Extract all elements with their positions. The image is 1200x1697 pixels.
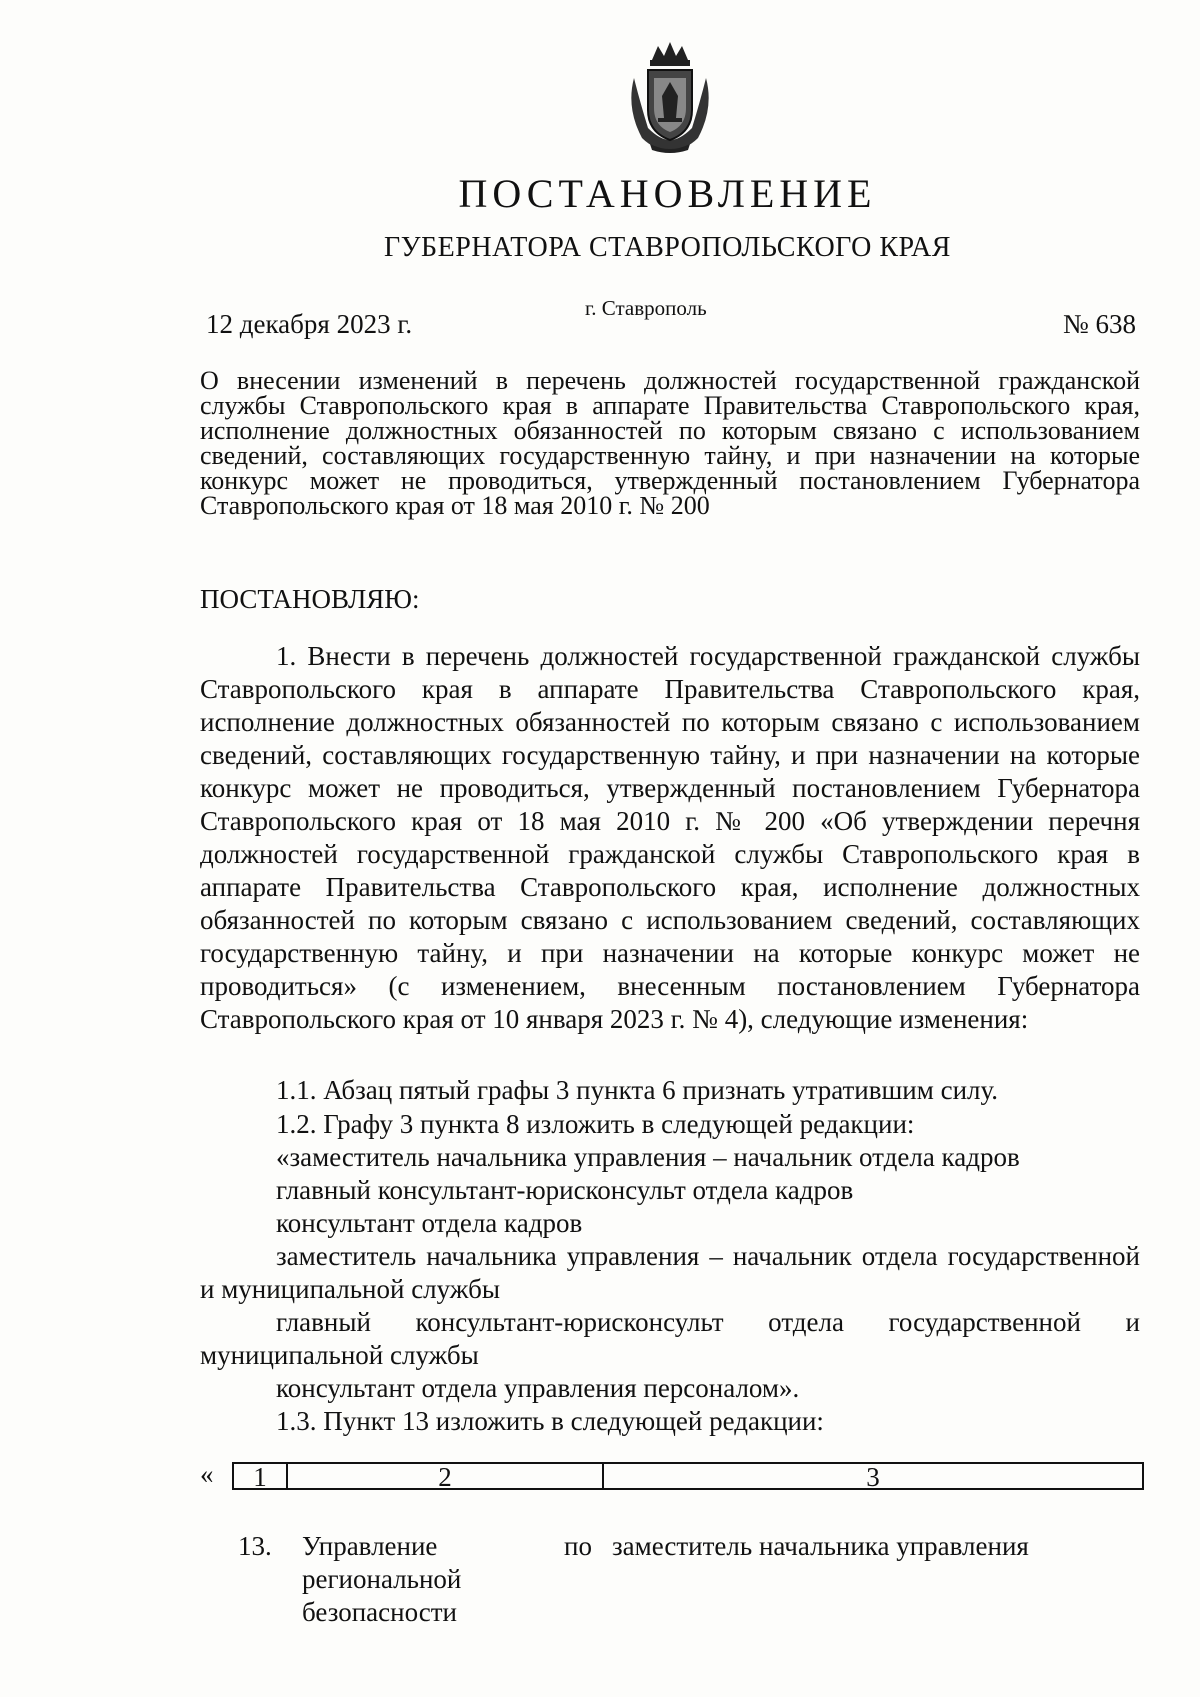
document-subject: О внесении изменений в перечень должностей государственной гражданской службы Ставропольского края в аппарате Правительства Ставропольского края, исполнение должностных обязанностей по которым связано с использованием сведений, составляющих государственную тайну, и при назначении на которые конкурс может не проводиться, утвержденный постановлением Губернатора Ставропольского края от 18 мая 2010 г. № 200 [200,366,1140,520]
document-number: № 638 [1062,309,1136,339]
document-issuer: ГУБЕРНАТОРА СТАВРОПОЛЬСКОГО КРАЯ [384,232,951,263]
coat-of-arms-icon [620,38,720,156]
item-1-3: 1.3. Пункт 13 изложить в следующей редакции: [276,1406,824,1436]
table-open-quote: « [200,1459,214,1489]
table-header-cell: 1 [234,1464,288,1488]
document-title: ПОСТАНОВЛЕНИЕ [458,171,877,216]
table-header-cell: 2 [288,1464,604,1488]
table-row-position: заместитель начальника управления [612,1531,1029,1561]
table-header-cell: 3 [866,1462,880,1492]
item-1-1: 1.1. Абзац пятый графы 3 пункта 6 признать утратившим силу. [276,1075,999,1105]
table-row-department: Управление по региональной безопасности [302,1531,592,1627]
quoted-line-6: консультант отдела управления персоналом». [276,1373,800,1403]
document-date: 12 декабря 2023 г. [206,309,413,339]
quoted-line-3: консультант отдела кадров [276,1208,583,1238]
table-header-row [232,1462,1144,1490]
item-1-2: 1.2. Графу 3 пункта 8 изложить в следующей редакции: [276,1109,915,1139]
resolve-heading: ПОСТАНОВЛЯЮ: [200,584,420,614]
quoted-line-1: «заместитель начальника управления – начальник отдела кадров [276,1142,1020,1172]
quoted-line-4: заместитель начальника управления – начальник отдела государственной и муниципальной службы [200,1241,1140,1304]
quoted-line-5: главный консультант-юрисконсульт отдела государственной и муниципальной службы [200,1307,1140,1370]
paragraph-1: 1. Внести в перечень должностей государственной гражданской службы Ставропольского края в аппарате Правительства Ставропольского края, исполнение должностных обязанностей по которым связано с использованием сведений, составляющих государственную тайну, и при назначении на которые конкурс может не проводиться, утвержденный постановлением Губернатора Ставропольского края от 18 мая 2010 г. № 200 «Об утверждении перечня должностей государственной гражданской службы Ставропольского края в аппарате Правительства Ставропольского края, исполнение должностных обязанностей по которым связано с использованием сведений, составляющих государственную тайну, и при назначении на которые конкурс может не проводиться» (с изменением, внесенным постановлением Губернатора Ставропольского края от 10 января 2023 г. № 4), следующие изменения: [200,641,1140,1034]
document-city: г. Ставрополь [585,296,707,320]
quoted-line-2: главный консультант-юрисконсульт отдела кадров [276,1175,854,1205]
table-row-number: 13. [238,1531,272,1561]
